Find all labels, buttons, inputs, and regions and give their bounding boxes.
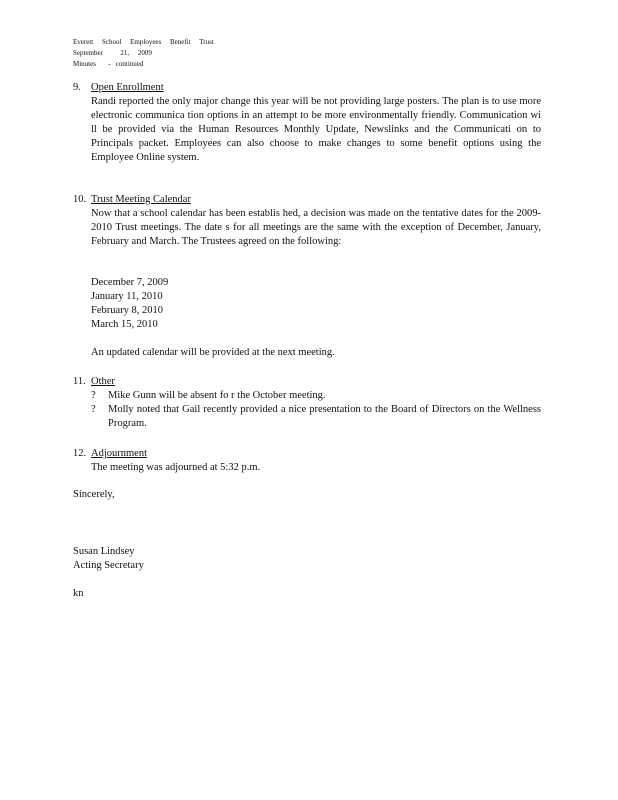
section-number: 11. bbox=[73, 376, 86, 387]
meeting-date: December 7, 2009 bbox=[91, 277, 169, 288]
section-body: Randi reported the only major change this year will be not providing large posters. The plan is to use more electronic communica tion options in an attempt to be more environmentally friendly. Communication wi ll be provided via the Human Resources Monthly Update, Newslinks and the Communicati on to Principals packet. Employees can also choose to make changes to some benefit options using the Employee Online system. bbox=[91, 96, 541, 163]
signer-name: Susan Lindsey bbox=[73, 546, 135, 557]
list-item bbox=[91, 389, 541, 403]
calendar-note: An updated calendar will be provided at the next meeting. bbox=[91, 347, 335, 358]
section-number: 10. bbox=[73, 194, 87, 205]
section-body: The meeting was adjourned at 5:32 p.m. bbox=[91, 462, 261, 473]
header-org-line: Everett School Employees Benefit Trust bbox=[73, 38, 214, 46]
bullet-mark: ? bbox=[91, 404, 96, 415]
header-date-line: September 21, 2009 bbox=[73, 49, 152, 57]
section-title: Open Enrollment bbox=[91, 82, 164, 93]
section-title: Adjournment bbox=[91, 448, 147, 459]
meeting-dates-list bbox=[91, 276, 168, 332]
signer-role: Acting Secretary bbox=[73, 560, 144, 571]
meeting-date: March 15, 2010 bbox=[91, 319, 158, 330]
bullet-text: Mike Gunn will be absent fo r the October meeting. bbox=[108, 390, 326, 401]
section-body: Now that a school calendar has been establis hed, a decision was made on the tentative dates for the 2009-2010 Trust meetings. The date s for all meetings are the same with the exception of December, January, February and March. The Trustees agreed on the following: bbox=[91, 208, 541, 247]
header-minutes-line: Minutes - continued bbox=[73, 60, 144, 68]
meeting-date: February 8, 2010 bbox=[91, 305, 164, 316]
list-item bbox=[91, 403, 541, 431]
typist-initials: kn bbox=[73, 588, 84, 599]
meeting-date: January 11, 2010 bbox=[91, 291, 163, 302]
bullet-text: Molly noted that Gail recently provided a nice presentation to the Board of Directors on the Wellness Program. bbox=[108, 404, 541, 429]
section-title: Trust Meeting Calendar bbox=[91, 194, 191, 205]
section-number: 9. bbox=[73, 82, 81, 93]
closing-salutation: Sincerely, bbox=[73, 489, 115, 500]
other-bullet-list bbox=[91, 389, 541, 431]
bullet-mark: ? bbox=[91, 390, 96, 401]
section-title: Other bbox=[91, 376, 115, 387]
section-number: 12. bbox=[73, 448, 87, 459]
